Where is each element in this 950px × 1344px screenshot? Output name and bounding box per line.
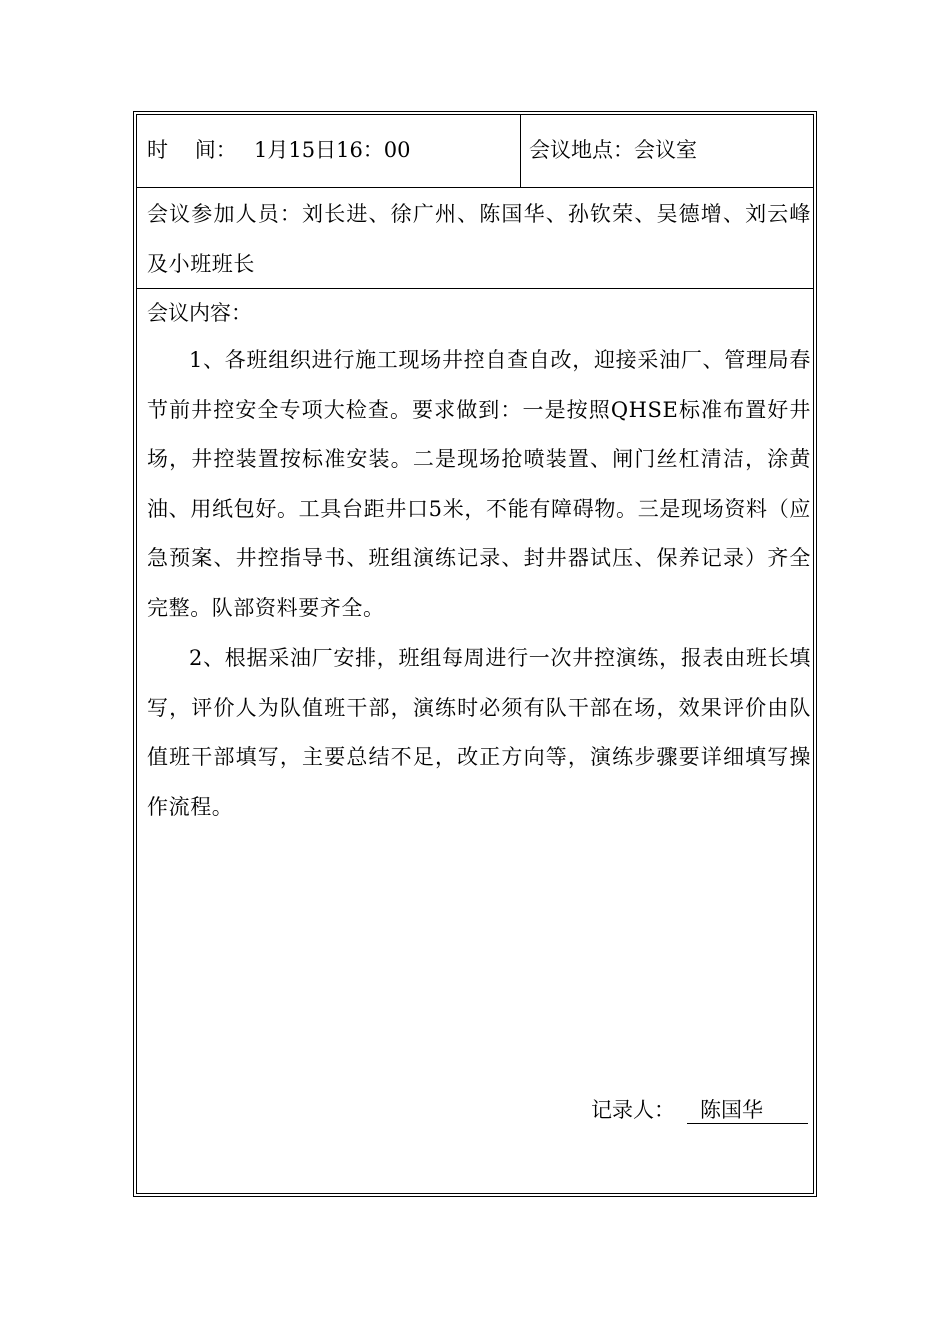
content-item-1: 1、各班组织进行施工现场井控自查自改，迎接采油厂、管理局春节前井控安全专项大检查。要求做到：一是按照QHSE标准布置好井场，井控装置按标准安装。二是现场抢喷装置、闸门丝杠清洁，涂黄油、用纸包好。工具台距井口5米，不能有障碍物。三是现场资料（应急预案、井控指导书、班组演练记录、封井器试压、保养记录）齐全完整。队部资料要齐全。	[147, 348, 811, 620]
content-item-2: 2、根据采油厂安排，班组每周进行一次井控演练，报表由班长填写，评价人为队值班干部，演练时必须有队干部在场，效果评价由队值班干部填写，主要总结不足，改正方向等，演练步骤要详细填写操作流程。	[147, 646, 811, 819]
meeting-record-inner-border	[136, 114, 814, 1194]
time-value: 1月15日16：00	[254, 138, 411, 162]
recorder-label: 记录人：	[591, 1098, 675, 1122]
content-label: 会议内容：	[147, 301, 252, 325]
recorder-name: 陈国华	[700, 1098, 763, 1122]
meeting-record-table	[133, 111, 817, 1197]
row1-divider	[520, 115, 521, 187]
time-label: 时 间：	[147, 138, 237, 162]
location-text: 会议地点：会议室	[529, 138, 697, 162]
row-separator-2	[137, 288, 813, 289]
participants-text: 会议参加人员：刘长进、徐广州、陈国华、孙钦荣、吴德增、刘云峰及小班班长	[147, 202, 811, 276]
recorder-underline	[687, 1123, 808, 1124]
row-separator-1	[137, 187, 813, 188]
